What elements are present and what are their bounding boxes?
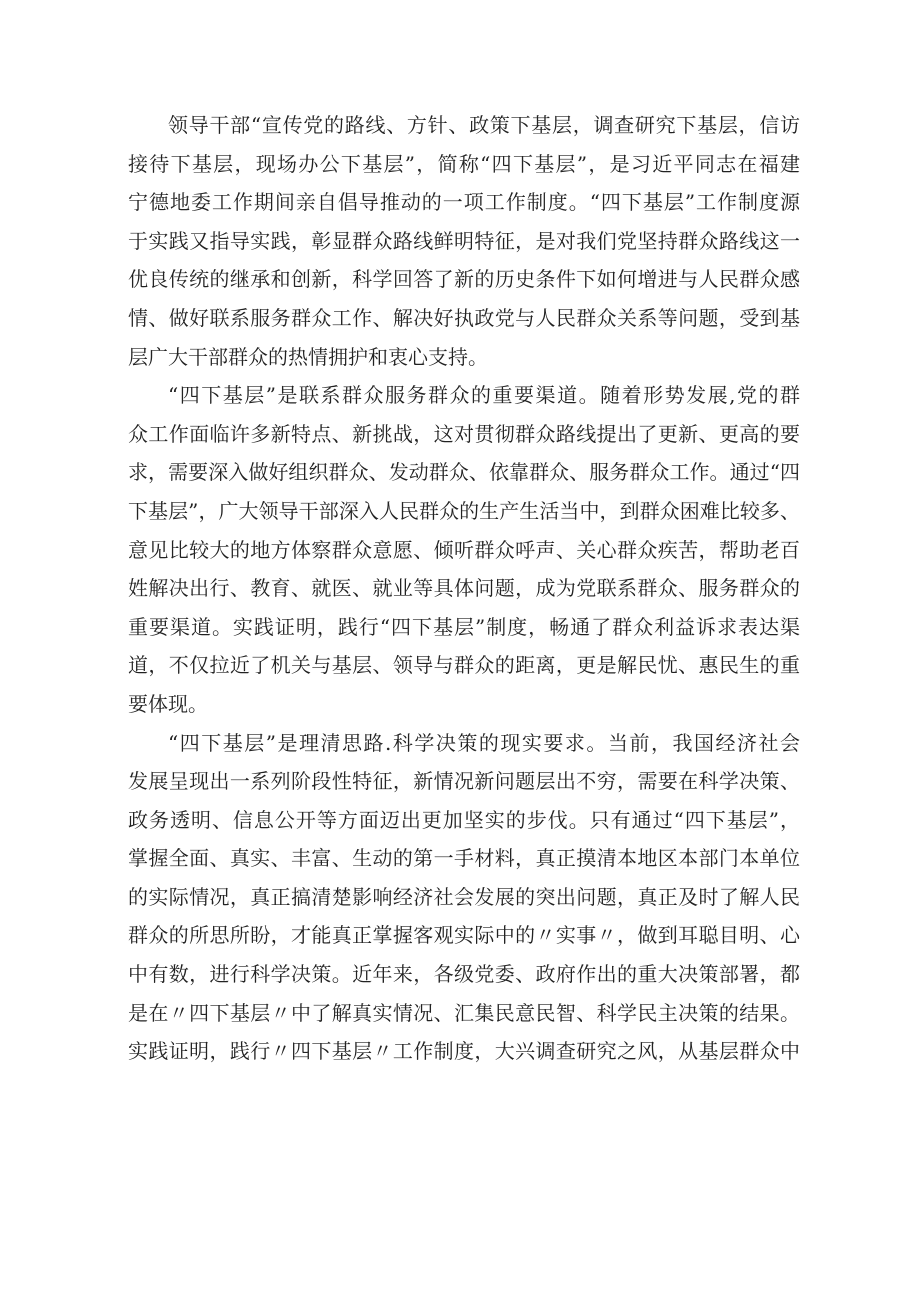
- text-line: 发展呈现出一系列阶段性特征，新情况新问题层出不穷，需要在科学决策、: [128, 769, 800, 794]
- text-line: 群众的所思所盼，才能真正掌握客观实际中的〃实事〃，做到耳聪目明、心: [128, 923, 800, 948]
- text-line: 要体现。: [128, 691, 208, 716]
- paragraph-2: [128, 376, 800, 723]
- text-line: 是在〃四下基层〃中了解真实情况、汇集民意民智、科学民主决策的结果。: [128, 1000, 800, 1025]
- text-line: 中有数，进行科学决策。近年来，各级党委、政府作出的重大决策部署，都: [128, 962, 800, 987]
- text-line: 意见比较大的地方体察群众意愿、倾听群众呼声、关心群众疾苦，帮助老百: [128, 537, 800, 562]
- text-line: 情、做好联系服务群众工作、解决好执政党与人民群众关系等问题，受到基: [128, 305, 800, 330]
- document-body: [128, 106, 800, 1071]
- paragraph-1: [128, 106, 800, 376]
- text-line: 求，需要深入做好组织群众、发动群众、依靠群众、服务群众工作。通过“四: [128, 460, 800, 485]
- paragraph-3: [128, 724, 800, 1071]
- text-line: 的实际情况，真正搞清楚影响经济社会发展的突出问题，真正及时了解人民: [128, 884, 800, 909]
- text-line: 重要渠道。实践证明，践行“四下基层”制度，畅通了群众利益诉求表达渠: [128, 614, 800, 639]
- text-line: 于实践又指导实践，彰显群众路线鲜明特征，是对我们党坚持群众路线这一: [128, 228, 800, 253]
- text-line: 道，不仅拉近了机关与基层、领导与群众的距离，更是解民忧、惠民生的重: [128, 653, 800, 678]
- text-line: 宁德地委工作期间亲自倡导推动的一项工作制度。“四下基层”工作制度源: [128, 190, 800, 215]
- text-line: 接待下基层，现场办公下基层”，简称“四下基层”，是习近平同志在福建: [128, 151, 800, 176]
- text-line: 下基层”，广大领导干部深入人民群众的生产生活当中，到群众困难比较多、: [128, 498, 800, 523]
- text-line: “四下基层”是联系群众服务群众的重要渠道。随着形势发展,党的群: [168, 383, 800, 408]
- text-line: “四下基层”是理清思路.科学决策的现实要求。当前，我国经济社会: [168, 730, 800, 755]
- text-line: 掌握全面、真实、丰富、生动的第一手材料，真正摸清本地区本部门本单位: [128, 846, 800, 871]
- text-line: 优良传统的继承和创新，科学回答了新的历史条件下如何增进与人民群众感: [128, 267, 800, 292]
- text-line: 层广大干部群众的热情拥护和衷心支持。: [128, 344, 488, 369]
- text-line: 领导干部“宣传党的路线、方针、政策下基层，调查研究下基层，信访: [168, 113, 800, 137]
- text-line: 众工作面临许多新特点、新挑战，这对贯彻群众路线提出了更新、更高的要: [128, 421, 800, 446]
- text-line: 姓解决出行、教育、就医、就业等具体问题，成为党联系群众、服务群众的: [128, 576, 800, 601]
- text-line: 实践证明，践行〃四下基层〃工作制度，大兴调查研究之风，从基层群众中: [128, 1039, 800, 1064]
- text-line: 政务透明、信息公开等方面迈出更加坚实的步伐。只有通过“四下基层”，: [128, 807, 800, 832]
